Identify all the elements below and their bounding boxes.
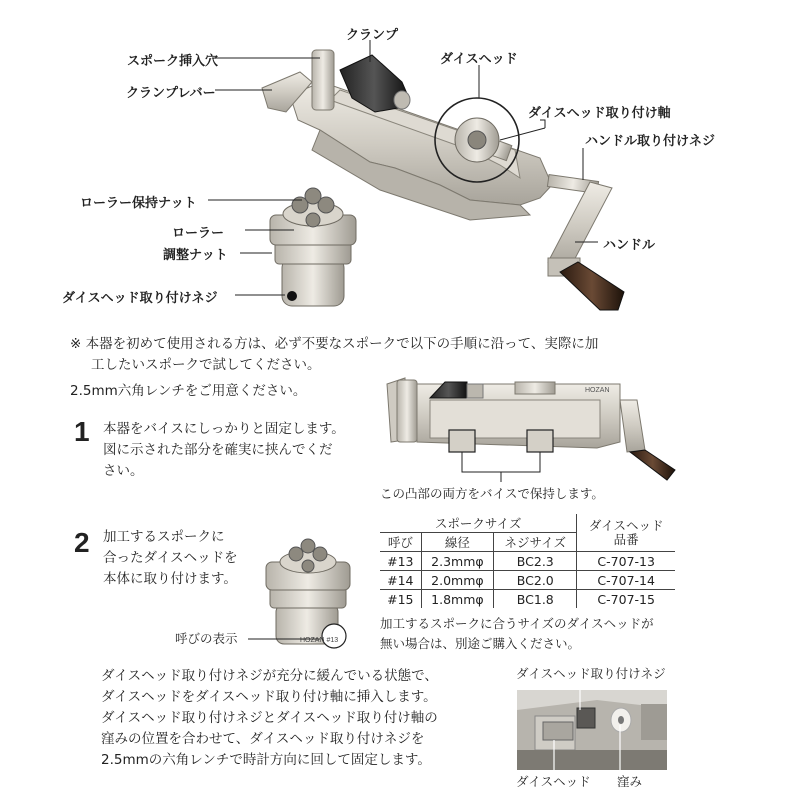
table-cell-call: #13 — [380, 552, 421, 571]
photo-label-bottom-left: ダイスヘッド — [516, 774, 591, 789]
instruction-line-1: ダイスヘッド取り付けネジが充分に緩んでいる状態で、 — [101, 668, 438, 684]
spec-table — [380, 514, 675, 608]
table-cell-thread: BC2.3 — [494, 552, 577, 571]
label-adjust-nut: 調整ナット — [163, 248, 228, 263]
step-2-line-3: 本体に取り付けます。 — [103, 571, 237, 587]
closeup-photo — [517, 690, 667, 770]
instruction-line-5: 2.5mmの六角レンチで時計方向に回して固定します。 — [101, 752, 431, 768]
photo-label-bottom-right: 窪み — [617, 774, 643, 789]
instruction-line-2: ダイスヘッドをダイスヘッド取り付け軸に挿入します。 — [101, 689, 437, 705]
photo-label-top: ダイスヘッド取り付けネジ — [516, 666, 666, 681]
table-header-die-1: ダイスヘッド — [588, 517, 664, 533]
label-die-head: ダイスヘッド — [440, 52, 518, 67]
table-note-line-1: 加工するスポークに合うサイズのダイスヘッドが — [380, 616, 654, 631]
table-cell-thread: BC2.0 — [494, 571, 577, 590]
table-cell-part: C-707-14 — [577, 571, 675, 590]
step-1-line-1: 本器をバイスにしっかりと固定します。 — [103, 421, 345, 437]
table-note-line-2: 無い場合は、別途ご購入ください。 — [380, 636, 581, 651]
table-cell-wire: 2.0mmφ — [421, 571, 494, 590]
table-cell-thread: BC1.8 — [494, 590, 577, 609]
step-2-callout: 呼びの表示 — [175, 631, 238, 646]
table-cell-wire: 1.8mmφ — [421, 590, 494, 609]
vise-diagram — [375, 370, 675, 490]
step-1-line-3: さい。 — [103, 463, 144, 479]
table-row — [380, 571, 675, 590]
table-col-wire: 線径 — [421, 533, 494, 552]
table-row — [380, 590, 675, 609]
step-1-number: 1 — [74, 416, 90, 447]
table-col-call: 呼び — [380, 533, 421, 552]
table-cell-part: C-707-15 — [577, 590, 675, 609]
instruction-line-3: ダイスヘッド取り付けネジとダイスヘッド取り付け軸の — [101, 710, 438, 726]
label-handle-screw: ハンドル取り付けネジ — [585, 134, 716, 149]
table-header-die-2: 品番 — [613, 531, 639, 547]
instruction-line-4: 窪みの位置を合わせて、ダイスヘッド取り付けネジを — [101, 731, 425, 747]
step-2-line-1: 加工するスポークに — [103, 529, 225, 545]
table-col-thread: ネジサイズ — [494, 533, 577, 552]
label-clamp: クランプ — [346, 28, 399, 43]
label-roller-nut: ローラー保持ナット — [80, 196, 197, 211]
label-spoke-hole: スポーク挿入穴 — [127, 54, 219, 69]
label-die-head-shaft: ダイスヘッド取り付け軸 — [528, 106, 671, 121]
table-header-die — [577, 514, 675, 552]
table-cell-wire: 2.3mmφ — [421, 552, 494, 571]
step-1-caption: この凸部の両方をバイスで保持します。 — [380, 486, 604, 501]
tool-brand-mark: HOZAN — [585, 387, 610, 394]
label-roller: ローラー — [172, 226, 225, 241]
table-cell-part: C-707-13 — [577, 552, 675, 571]
die-head-detail — [270, 188, 356, 306]
step-2-number: 2 — [74, 527, 90, 558]
note-line-1: ※ 本器を初めて使用される方は、必ず不要なスポークで以下の手順に沿って、実際に加 — [70, 336, 599, 352]
prep-text: 2.5mm六角レンチをご用意ください。 — [70, 383, 307, 399]
table-header-spoke: スポークサイズ — [380, 514, 577, 533]
table-cell-call: #14 — [380, 571, 421, 590]
label-die-head-screw: ダイスヘッド取り付けネジ — [62, 291, 218, 306]
note-line-2: 工したいスポークで試してください。 — [91, 357, 321, 373]
step-1-line-2: 図に示された部分を確実に挟んでくだ — [103, 442, 333, 458]
step-2-line-2: 合ったダイスヘッドを — [103, 550, 238, 566]
table-row — [380, 552, 675, 571]
label-handle: ハンドル — [603, 238, 656, 253]
table-cell-call: #15 — [380, 590, 421, 609]
tool-diagram — [0, 0, 800, 320]
label-clamp-lever: クランプレバー — [126, 86, 216, 101]
die-mark-engraving: HOZAN #13 — [300, 637, 339, 644]
